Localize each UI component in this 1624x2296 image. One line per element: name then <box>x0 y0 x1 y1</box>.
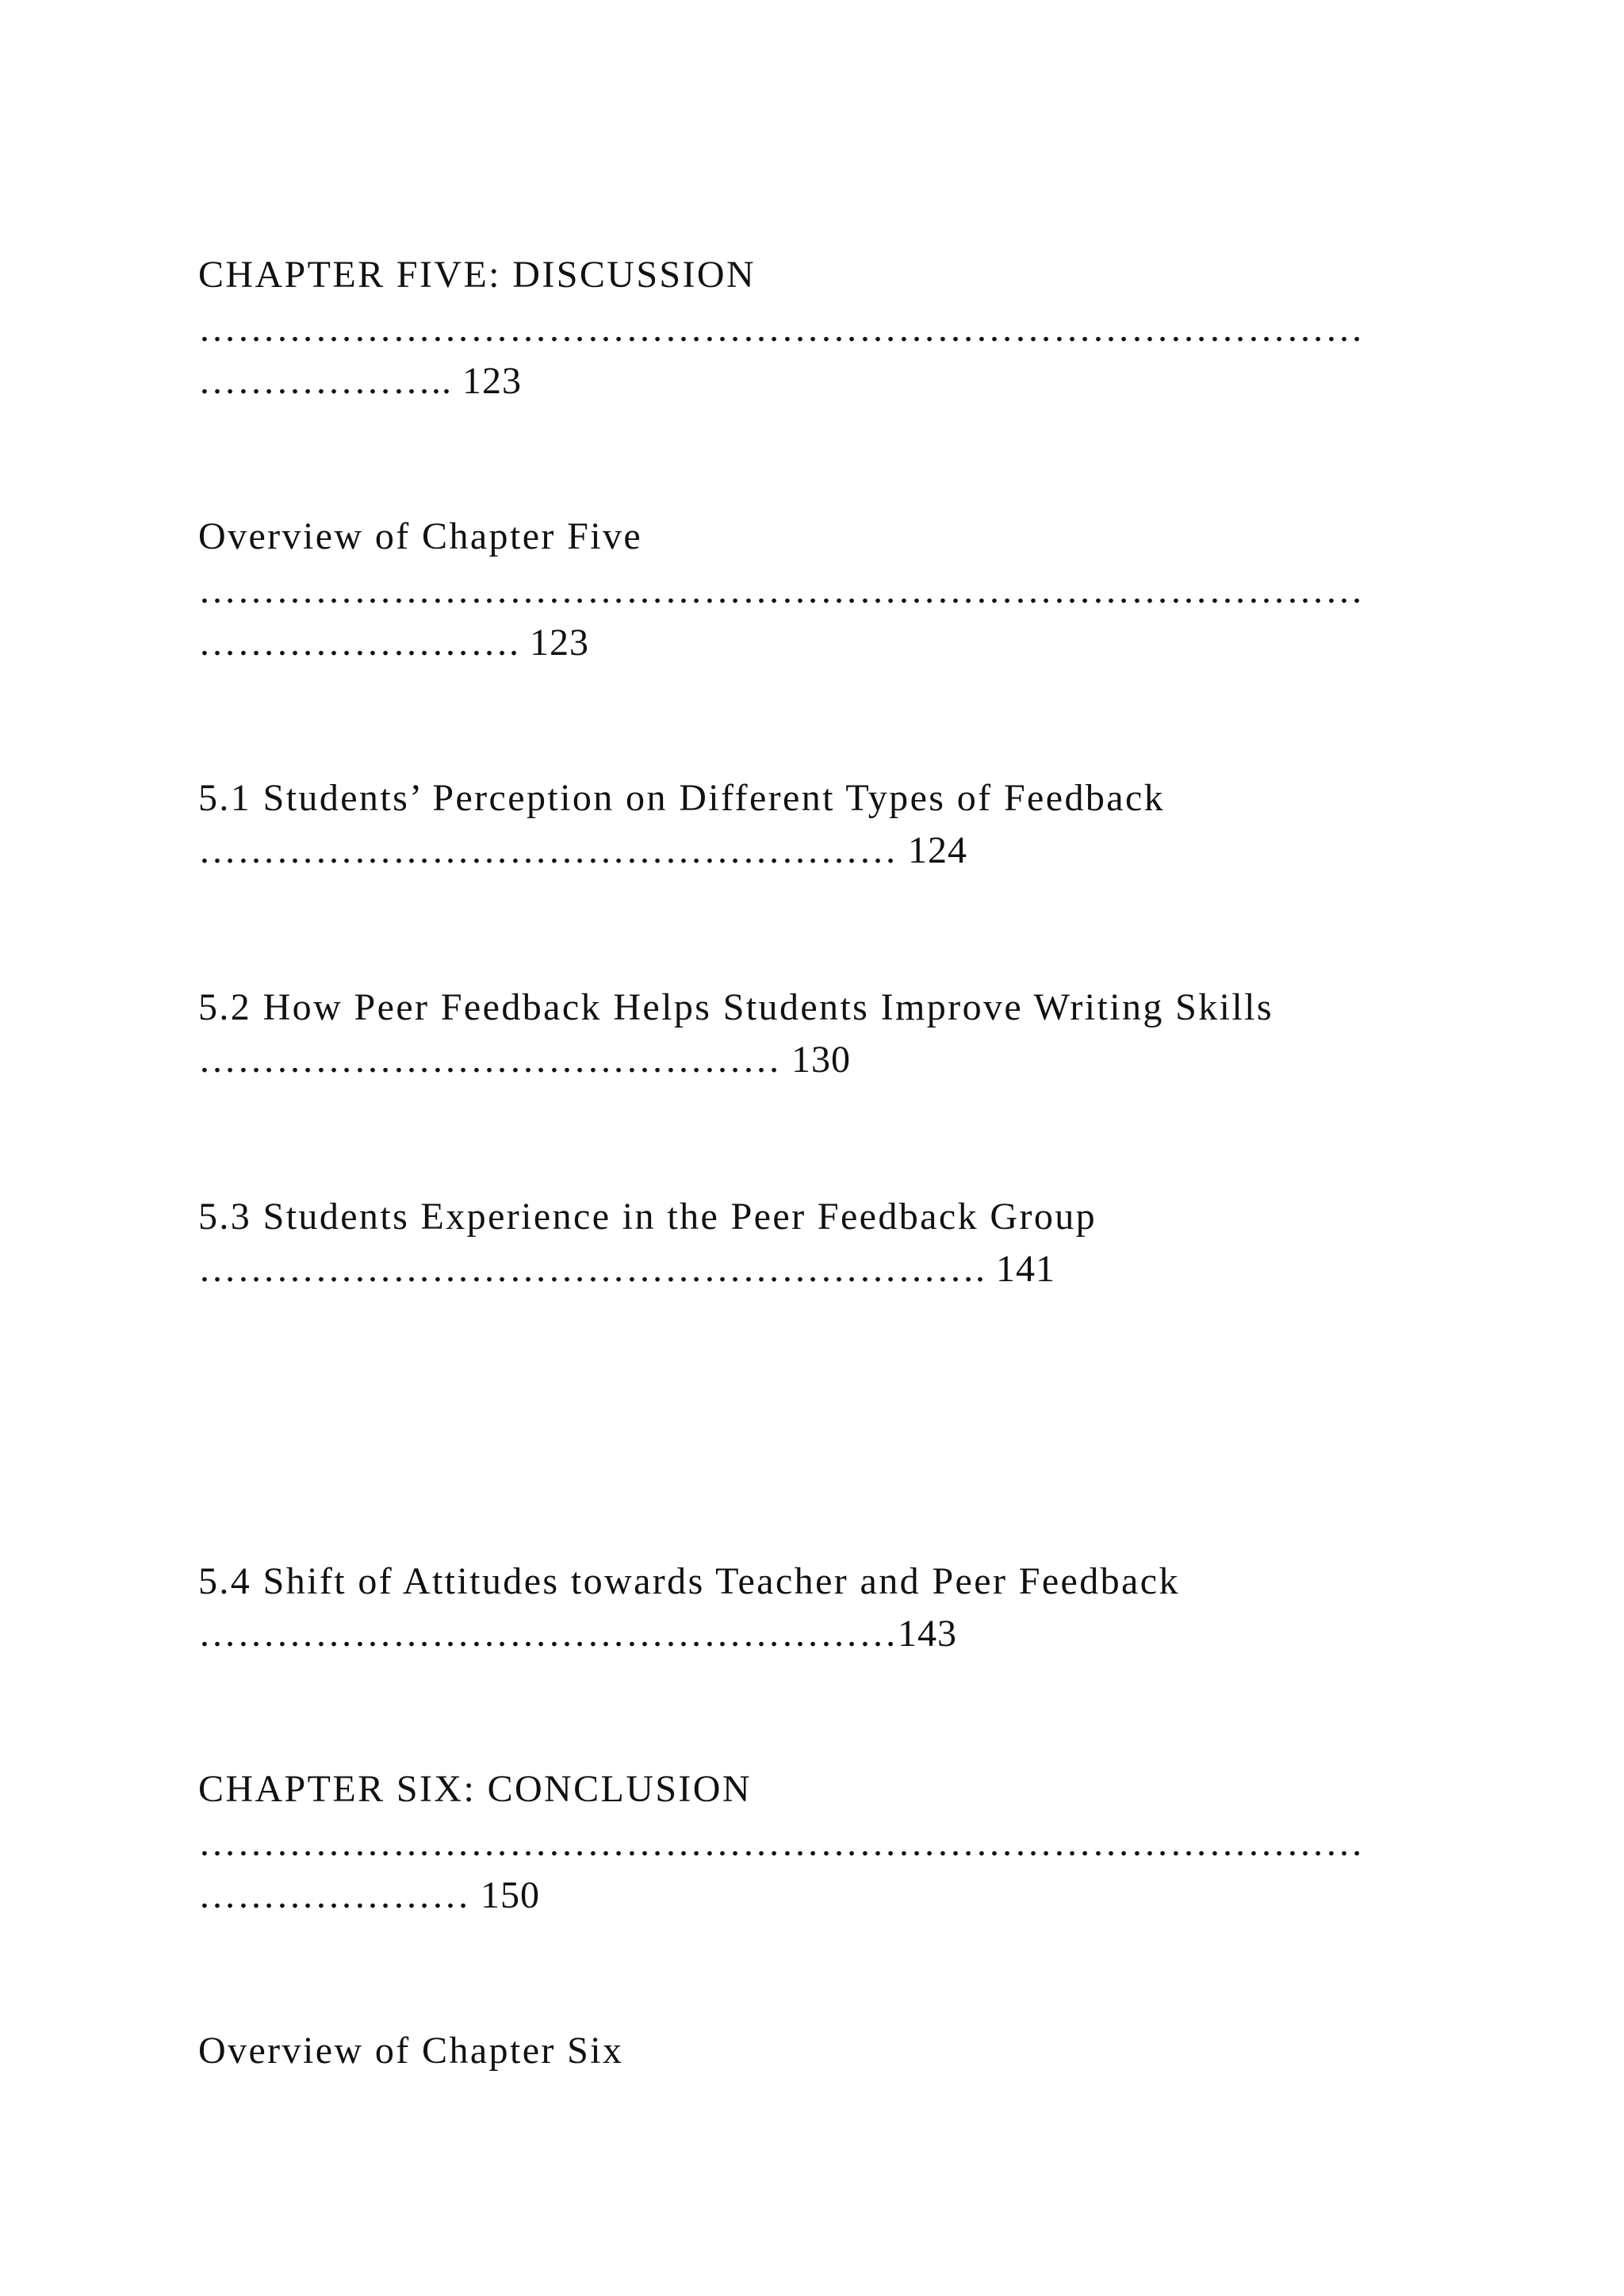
toc-entry-title: CHAPTER FIVE: DISCUSSION <box>198 254 756 296</box>
toc-leader-page-number: ………………… 150 <box>198 1874 540 1916</box>
toc-leader-dots: ……………………………………………………………………………… <box>198 569 1364 611</box>
toc-leader-page-number: ……………………………………… 130 <box>198 1039 851 1081</box>
toc-leader-page-number: ……………………. 123 <box>198 622 589 664</box>
toc-entry-title: 5.2 How Peer Feedback Helps Students Improve Writing Skills <box>198 986 1274 1028</box>
toc-leader-page-number: ……………….. 123 <box>198 360 522 402</box>
toc-entry-title: 5.3 Students Experience in the Peer Feedback Group <box>198 1196 1097 1238</box>
toc-leader-page-number: ……………………………………………………. 141 <box>198 1248 1055 1290</box>
toc-leader-dots: ……………………………………………………………………………… <box>198 1822 1364 1864</box>
toc-entry-title: Overview of Chapter Six <box>198 2030 624 2072</box>
toc-entry-title: Overview of Chapter Five <box>198 515 643 557</box>
toc-leader-page-number: ……………………………………………… 124 <box>198 829 967 871</box>
toc-leader-dots: ……………………………………………………………………………… <box>198 308 1364 350</box>
toc-entry-title: 5.4 Shift of Attitudes towards Teacher and Peer Feedback <box>198 1560 1180 1602</box>
toc-entry-title: 5.1 Students’ Perception on Different Types of Feedback <box>198 777 1166 819</box>
toc-entry-title: CHAPTER SIX: CONCLUSION <box>198 1768 752 1810</box>
toc-leader-page-number: ………………………………………………143 <box>198 1613 957 1655</box>
